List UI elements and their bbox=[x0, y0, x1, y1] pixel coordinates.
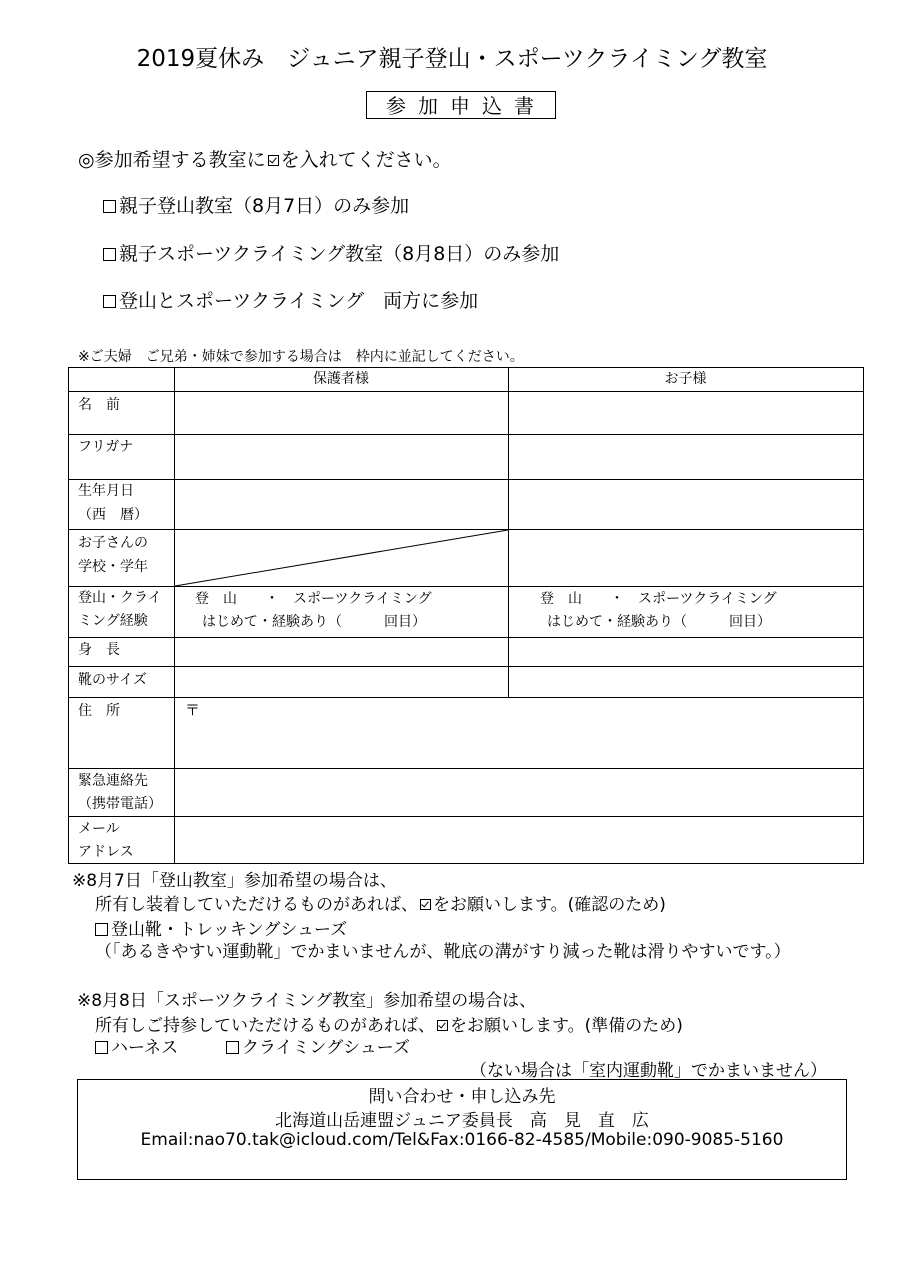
child-furigana-field[interactable] bbox=[509, 435, 863, 479]
child-experience-options[interactable]: 登 山 ・ スポーツクライミング bbox=[540, 591, 777, 607]
child-experience-count[interactable]: はじめて・経験あり（ 回目） bbox=[547, 614, 771, 630]
row-label-furigana: フリガナ bbox=[78, 439, 134, 455]
child-height-field[interactable] bbox=[509, 638, 863, 666]
checkbox-icon[interactable] bbox=[103, 248, 116, 261]
row-label-school: お子さんの bbox=[78, 535, 148, 551]
table-note: ※ご夫婦 ご兄弟・姉妹で参加する場合は 枠内に並記してください。 bbox=[78, 349, 524, 365]
postal-code-mark: 〒 bbox=[185, 701, 201, 719]
contact-box bbox=[77, 1079, 847, 1180]
row-label-experience: 登山・クライ bbox=[78, 590, 162, 606]
instruction-line bbox=[78, 145, 452, 172]
row-label-birthdate: 生年月日 bbox=[78, 483, 134, 499]
guardian-shoe-size-field[interactable] bbox=[175, 667, 508, 697]
option-both[interactable] bbox=[103, 286, 478, 313]
contact-details[interactable]: Email:nao70.tak@icloud.com/Tel&Fax:0166-82-4585/Mobile:090-9085-5160 bbox=[140, 1130, 784, 1150]
contact-heading: 問い合わせ・申し込み先 bbox=[368, 1087, 556, 1107]
note-aug7-heading: ※8月7日「登山教室」参加希望の場合は、 bbox=[72, 871, 397, 891]
row-label-emergency: 緊急連絡先 bbox=[78, 773, 148, 789]
item-label: 登山靴・トレッキングシューズ bbox=[111, 920, 348, 940]
item-label: クライミングシューズ bbox=[242, 1038, 410, 1058]
note-aug7-request bbox=[95, 890, 666, 915]
child-name-field[interactable] bbox=[509, 392, 863, 434]
row-label-school-grade: 学校・学年 bbox=[78, 559, 148, 575]
item-label: ハーネス bbox=[111, 1038, 179, 1058]
note-text: をお願いします。(準備のため) bbox=[450, 1016, 683, 1036]
guardian-name-field[interactable] bbox=[175, 392, 508, 434]
checked-box-icon bbox=[437, 1020, 448, 1031]
row-label-shoe-size: 靴のサイズ bbox=[78, 672, 147, 688]
row-label-email: メール bbox=[78, 821, 120, 837]
note-aug7-advice: （「あるきやすい運動靴」でかまいませんが、靴底の溝がすり減った靴は滑りやすいです。） bbox=[95, 942, 791, 962]
checkbox-icon[interactable] bbox=[226, 1041, 239, 1054]
address-field[interactable] bbox=[203, 698, 863, 768]
row-label-name: 名 前 bbox=[78, 397, 120, 413]
note-text: 所有しご持参していただけるものがあれば、 bbox=[95, 1016, 435, 1036]
form-subtitle: 参加申込書 bbox=[366, 91, 556, 119]
note-aug8-item-shoes bbox=[226, 1033, 410, 1058]
instruction-prompt-end: を入れてください。 bbox=[280, 149, 452, 171]
checkbox-icon[interactable] bbox=[95, 923, 108, 936]
column-header-guardian: 保護者様 bbox=[313, 371, 369, 387]
note-aug8-alternative: （ない場合は「室内運動靴」でかまいません） bbox=[470, 1061, 827, 1081]
child-birthdate-field[interactable] bbox=[509, 480, 863, 529]
option-label: 登山とスポーツクライミング 両方に参加 bbox=[119, 290, 479, 312]
note-aug8-item-harness bbox=[95, 1033, 178, 1058]
guardian-experience-options[interactable]: 登 山 ・ スポーツクライミング bbox=[195, 591, 432, 607]
note-aug8-heading: ※8月8日「スポーツクライミング教室」参加希望の場合は、 bbox=[77, 991, 537, 1011]
emergency-phone-field[interactable] bbox=[175, 769, 863, 816]
child-school-field[interactable] bbox=[509, 530, 863, 586]
note-text: をお願いします。(確認のため) bbox=[433, 895, 666, 915]
application-form-table bbox=[68, 367, 864, 864]
row-label-email-2: アドレス bbox=[78, 844, 134, 860]
option-mountain-only[interactable] bbox=[103, 191, 409, 218]
row-label-birthdate-note: （西 暦） bbox=[78, 507, 148, 523]
note-text: 所有し装着していただけるものがあれば、 bbox=[95, 895, 418, 915]
option-climbing-only[interactable] bbox=[103, 239, 559, 266]
checkbox-icon[interactable] bbox=[103, 295, 116, 308]
checkbox-icon[interactable] bbox=[95, 1041, 108, 1054]
row-label-address: 住 所 bbox=[78, 703, 120, 719]
option-label: 親子スポーツクライミング教室（8月8日）のみ参加 bbox=[119, 243, 560, 265]
row-label-experience-2: ミング経験 bbox=[78, 613, 148, 629]
guardian-furigana-field[interactable] bbox=[175, 435, 508, 479]
row-label-height: 身 長 bbox=[78, 642, 120, 658]
instruction-prompt-start: ◎参加希望する教室に bbox=[78, 149, 266, 171]
child-shoe-size-field[interactable] bbox=[509, 667, 863, 697]
email-field[interactable] bbox=[175, 817, 863, 863]
contact-person: 北海道山岳連盟ジュニア委員長 高 見 直 広 bbox=[275, 1111, 649, 1131]
row-label-emergency-mobile: （携帯電話） bbox=[78, 796, 162, 812]
not-applicable-slash bbox=[174, 529, 509, 587]
guardian-birthdate-field[interactable] bbox=[175, 480, 508, 529]
checkbox-icon[interactable] bbox=[103, 200, 116, 213]
page-title: 2019夏休み ジュニア親子登山・スポーツクライミング教室 bbox=[136, 46, 768, 72]
checked-box-icon bbox=[420, 899, 431, 910]
guardian-experience-count[interactable]: はじめて・経験あり（ 回目） bbox=[202, 614, 426, 630]
option-label: 親子登山教室（8月7日）のみ参加 bbox=[119, 195, 410, 217]
column-header-child: お子様 bbox=[664, 371, 707, 387]
checked-box-icon bbox=[268, 155, 279, 166]
guardian-height-field[interactable] bbox=[175, 638, 508, 666]
